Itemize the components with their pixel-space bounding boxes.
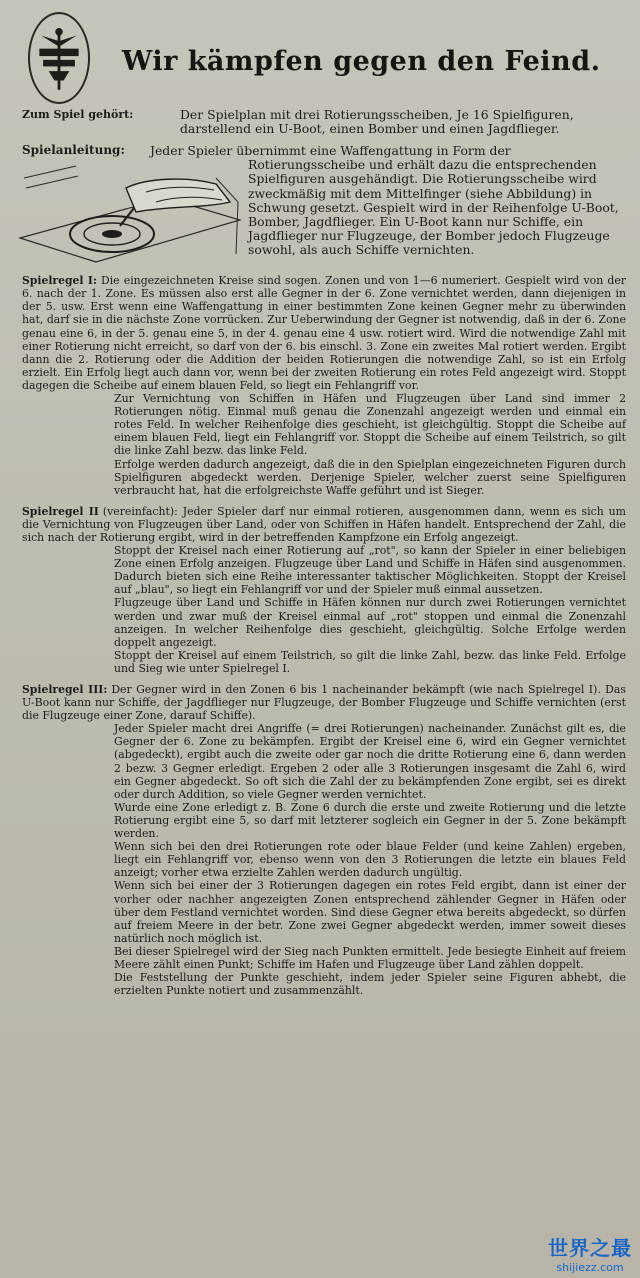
- rule-3-paragraph: Jeder Spieler macht drei Angriffe (= drei Rotierungen) nacheinander. Zunächst gilt es, die Gegner der 6. Zone zu bekämpfen. Ergibt der Kreisel eine 6, wird ein Gegner vernichtet (abgedeckt), ergibt auch die zweite oder gar noch die dritte Rotierung eine 6, dann werden 2 bezw. 3 Gegner erledigt. Ergeben 2 oder alle 3 Rotierungen insgesamt die Zahl 6, wird ein Gegner abgedeckt. So oft sich die Zahl der zu bekämpfenden Zone ergibt, sei es direkt oder durch Addition, so viele Gegner werden vernichtet.: [114, 722, 626, 801]
- instructions-label: Spielanleitung:: [22, 143, 125, 157]
- rule-2-paragraph: Stoppt der Kreisel nach einer Rotierung auf „rot", so kann der Spieler in einer beliebigen Zone einen Erfolg anzeigen. Flugzeuge über Land und Schiffe in Häfen sind ausgenommen. Dadurch bieten sich eine Reihe interessanter taktischer Möglichkeiten. Stoppt der Kreisel auf „blau", so liegt ein Fehlangriff vor und der Spieler muß einmal aussetzen.: [114, 544, 626, 597]
- rule-3-section: [22, 683, 626, 997]
- rule-1-label: Spielregel I:: [22, 274, 97, 288]
- rule-1-paragraph: Zur Vernichtung von Schiffen in Häfen und Flugzeugen über Land sind immer 2 Rotierungen nötig. Einmal muß genau die Zonenzahl angezeigt werden und einmal ein rotes Feld. In welcher Reihenfolge dies geschieht, ist gleichgültig. Stoppt die Scheibe auf einem blauen Feld, liegt ein Fehlangriff vor. Stoppt die Scheibe auf einem Teilstrich, so gilt die linke Zahl bezw. das linke Feld.: [114, 392, 626, 458]
- rule-3-paragraph: Wurde eine Zone erledigt z. B. Zone 6 durch die erste und zweite Rotierung und die letzte Rotierung ergibt eine 5, so darf mit letzterer sogleich ein Gegner in der 5. Zone bekämpft werden.: [114, 800, 626, 841]
- watermark-url: shijiezz.com: [556, 1261, 624, 1274]
- emblem-icon: [30, 14, 88, 102]
- rule-2-label: Spielregel II: [22, 504, 99, 518]
- header: [22, 8, 626, 100]
- equipment-text: Der Spielplan mit drei Rotierungsscheiben, Je 16 Spielfiguren, darstellend ein U-Boot, einen Bomber und einen Jagdflieger.: [180, 107, 574, 136]
- instructions-lead: Jeder Spieler übernimmt eine Waffengattung in Form der: [150, 143, 511, 158]
- equipment-label: Zum Spiel gehört:: [22, 108, 134, 121]
- spinning-disc-illustration: [16, 158, 242, 266]
- rule-2-paragraph: (vereinfacht): Jeder Spieler darf nur einmal rotieren, ausgenommen dann, wenn es sich um die Vernichtung von Flugzeugen über Land, oder von Schiffen in Häfen handelt. Entsprechend der Zahl, die sich nach der Rotierung ergibt, wird in der betreffenden Kampfzone ein Erfolg angezeigt.: [22, 504, 627, 544]
- rule-3-label: Spielregel III:: [22, 683, 108, 697]
- instructions-text: Rotierungsscheibe und erhält dazu die entsprechenden Spielfiguren ausgehändigt. Die Rotierungsscheibe wird zweckmäßig mit dem Mittelfinger (siehe Abbildung) in Schwung gesetzt. Gespielt wird in der Reihenfolge U-Boot, Bomber, Jagdflieger. Ein U-Boot kann nur Schiffe, ein Jagdflieger nur Flugzeuge, der Bomber jedoch Flugzeuge sowohl, als auch Schiffe vernichten.: [248, 157, 619, 258]
- equipment-section: [22, 108, 626, 136]
- rule-2-section: [22, 505, 626, 675]
- rule-2-paragraph: Stoppt der Kreisel auf einem Teilstrich, so gilt die linke Zahl, bezw. das linke Feld. Erfolge und Sieg wie unter Spielregel I.: [114, 648, 626, 675]
- site-watermark: [548, 1232, 632, 1274]
- rule-1-section: [22, 274, 626, 497]
- rule-1-paragraph: Die eingezeichneten Kreise sind sogen. Zonen und von 1—6 numeriert. Gespielt wird von der 6. nach der 1. Zone. Es müssen also erst alle Gegner in der 6. Zone vernichtet werden, dann diejenigen in der 5. usw. Erst wenn eine Waffengattung in einer bestimmten Zone keinen Gegner mehr zu überwinden hat, darf sie in die nächste Zone vorrücken. Zur Ueberwindung der Gegner ist notwendig, daß in der 6. Zone genau eine 6, in der 5. genau eine 5, in der 4. genau eine 4 usw. rotiert wird. Wird die notwendige Zahl mit einer Rotierung nicht erreicht, so darf von der 6. bis einschl. 3. Zone ein zweites Mal rotiert werden. Ergibt dann die 2. Rotierung oder die Addition der beiden Rotierungen die notwendige Zahl, so ist ein Erfolg erzielt. Ein Erfolg liegt auch dann vor, wenn bei der zweiten Rotierung ein rotes Feld angezeigt wird. Stoppt dagegen die Scheibe auf einem blauen Feld, so liegt ein Fehlangriff vor.: [22, 274, 626, 392]
- rule-2-paragraph: Flugzeuge über Land und Schiffe in Häfen können nur durch zwei Rotierungen vernichtet werden und zwar muß der Kreisel einmal auf „rot" stoppen und einmal die Zonenzahl anzeigen. In welcher Reihenfolge dies geschieht, gleichgültig. Solche Erfolge werden doppelt angezeigt.: [114, 596, 626, 649]
- watermark-title: 世界之最: [548, 1236, 632, 1260]
- rule-3-paragraph: Bei dieser Spielregel wird der Sieg nach Punkten ermittelt. Jede besiegte Einheit auf freiem Meere zählt einen Punkt; Schiffe im Hafen und Flugzeuge über Land zählen doppelt.: [114, 944, 626, 971]
- rule-3-paragraph: Der Gegner wird in den Zonen 6 bis 1 nacheinander bekämpft (wie nach Spielregel I). Das U-Boot kann nur Schiffe, der Jagdflieger nur Flugzeuge, der Bomber Flugzeuge und Schiffe vernichten (erst die Flugzeuge einer Zone, darauf Schiffe).: [22, 683, 626, 723]
- rule-3-paragraph: Wenn sich bei einer der 3 Rotierungen dagegen ein rotes Feld ergibt, dann ist einer der vorher oder nachher angezeigten Zonen entsprechend zählender Gegner in Häfen oder über dem Festland vernichtet worden. Sind diese Gegner etwa bereits abgedeckt, so dürfen auf freiem Meere in der betr. Zone zwei Gegner abgedeckt werden, immer soweit dieses natürlich noch möglich ist.: [114, 879, 626, 945]
- document-title: Wir kämpfen gegen den Feind.: [122, 46, 601, 77]
- instructions-section: [22, 144, 626, 266]
- rule-3-paragraph: Die Feststellung der Punkte geschieht, indem jeder Spieler seine Figuren abhebt, die erzielten Punkte notiert und zusammenzählt.: [114, 971, 626, 998]
- rule-1-paragraph: Erfolge werden dadurch angezeigt, daß die in den Spielplan eingezeichneten Figuren durch Spielfiguren abgedeckt werden. Derjenige Spieler, welcher zuerst seine Spielfiguren verbraucht hat, hat die erfolgreichste Waffe geführt und ist Sieger.: [114, 457, 626, 497]
- rule-3-paragraph: Wenn sich bei den drei Rotierungen rote oder blaue Felder (und keine Zahlen) ergeben, liegt ein Fehlangriff vor, ebenso wenn von den 3 Rotierungen die letzte ein blaues Feld anzeigt; vorher etwa erzielte Zahlen werden dadurch ungültig.: [114, 840, 626, 880]
- emblem-logo: [28, 12, 90, 104]
